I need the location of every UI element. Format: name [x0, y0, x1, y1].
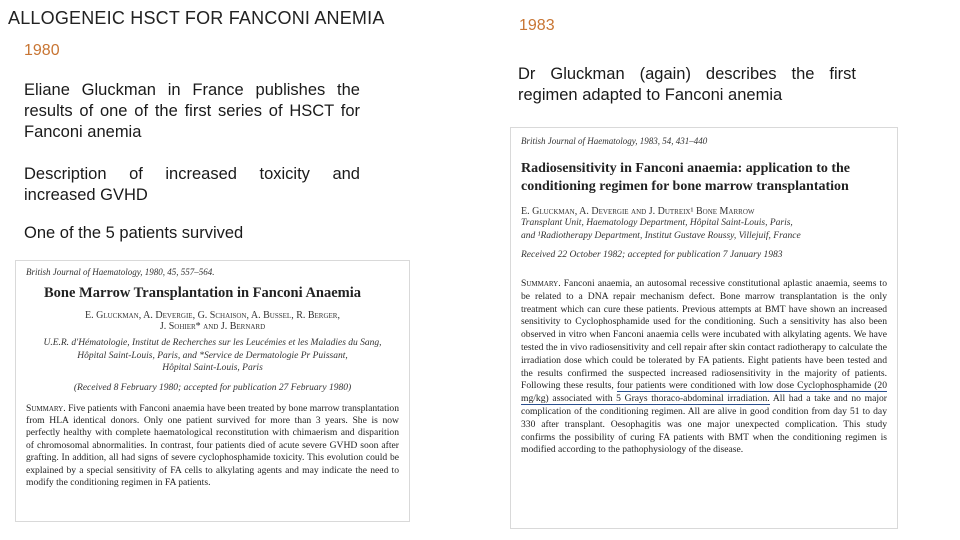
paper-authors: E. Gluckman, A. Devergie and J. Dutreix¹ Bone Marrow [521, 206, 755, 217]
paper-title: Bone Marrow Transplantation in Fanconi Anaemia [44, 285, 362, 301]
journal-citation: British Journal of Haematology, 1980, 45, 557–564. [26, 267, 215, 277]
paper-summary [26, 403, 399, 490]
paragraph-publication: Eliane Gluckman in France publishes the results of one of the first series of HSCT for Fanconi anemia [24, 81, 360, 141]
summary-label: Summary. [26, 402, 66, 414]
summary-text: Five patients with Fanconi anaemia have been treated by bone marrow transplantation from HLA identical donors. Only one patient survived for more than 3 years. She is now perfectly healthy with complete haematological reconstitution with chimaerism and disparition of chromosomal abnormalities. In contrast, four patients died of acute severe GVHD soon after grafting. In addition, all had signs of severe cyclophosphamide toxicity. This evolution could be explained by a special sensitivity of FA cells to alkylating agents and may indicate the need to modify the conditioning regimen in FA patients. [26, 402, 399, 488]
summary-text: Fanconi anaemia, an autosomal recessive constitutional aplastic anaemia, seems to be related to a DNA repair mechanism defect. Bone marrow transplantation is the only treatment which can cure these patients. Previous attempts at BMT have shown an increased sensitivity to Cyclophosphamide used for the conditioning. Such a sensitivity has also been observed in vitro when Fanconi anaemia cells were incubated with alkylating agents. We have tested the in vivo radiosensitivity and cell repair after skin contact radiotherapy to calculate the irradiation dose which could be tolerated by FA patients. Eight patients have been tested and the results confirmed the suspected increased radiosensitivity in the majority of patients. Following these results, [521, 278, 887, 392]
journal-citation: British Journal of Haematology, 1983, 54, 431–440 [521, 136, 708, 146]
paragraph-regimen: Dr Gluckman (again) describes the first regimen adapted to Fanconi anemia [518, 65, 856, 104]
paper-affiliation-3: Hôpital Saint-Louis, Paris [162, 363, 263, 373]
paper-summary [521, 278, 887, 457]
paper-authors-cont: J. Sohier* and J. Bernard [159, 321, 266, 332]
paper-affiliation: U.E.R. d'Hématologie, Institut de Recherches sur les Leucémies et les Maladies du Sang, [43, 338, 382, 348]
paper-affiliation: Transplant Unit, Haematology Department, Hôpital Saint-Louis, Paris, [521, 218, 793, 228]
paper-affiliation-2: and ¹Radiotherapy Department, Institut Gustave Roussy, Villejuif, France [521, 230, 801, 241]
paragraph-toxicity: Description of increased toxicity and increased GVHD [24, 165, 360, 204]
highlighted-regimen-text: four patients were conditioned with low dose Cyclophosphamide (20 mg/kg) associated with 5 Grays thoraco-abdominal irradiation. [521, 380, 888, 405]
paragraph-survival: One of the 5 patients survived [24, 224, 244, 242]
year-1980: 1980 [24, 42, 60, 59]
year-1983: 1983 [519, 17, 555, 34]
paper-1983-excerpt [510, 127, 898, 529]
summary-text-cont: All had a take and no major complication of the conditioning regimen. All are alive in good condition from day 51 to day 330 after transplant. Oesophagitis was one major unexpected complication. This study confirms the possibility of curing FA patients with BMT when the conditioning regimen is modified according to the pathophysiology of the disease. [521, 393, 887, 456]
paper-affiliation-2: Hôpital Saint-Louis, Paris, and *Service de Dermatologie Pr Puissant, [77, 350, 348, 361]
slide-title: ALLOGENEIC HSCT FOR FANCONI ANEMIA [8, 8, 385, 28]
paper-dates: (Received 8 February 1980; accepted for publication 27 February 1980) [73, 382, 352, 393]
paper-1980-excerpt [15, 260, 410, 522]
summary-label: Summary. [521, 278, 561, 289]
paper-dates: Received 22 October 1982; accepted for publication 7 January 1983 [521, 250, 783, 260]
paper-authors: E. Gluckman, A. Devergie, G. Schaison, A. Bussel, R. Berger, [85, 310, 340, 321]
paper-title: Radiosensitivity in Fanconi anaemia: application to the conditioning regimen for bone marrow transplantation [521, 161, 851, 194]
